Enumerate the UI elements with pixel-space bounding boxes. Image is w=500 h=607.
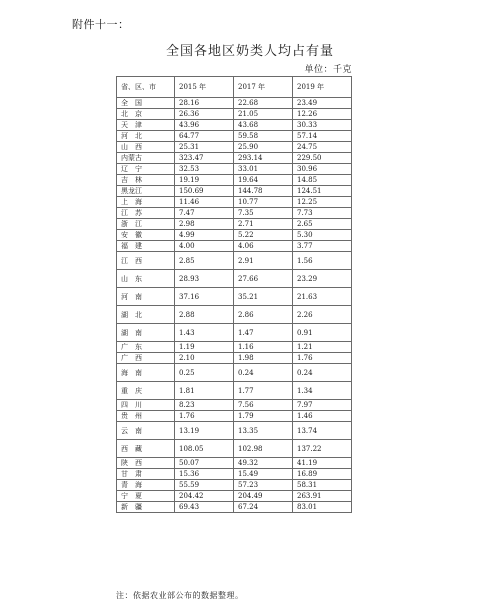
cell-2017: 1.77 bbox=[234, 382, 293, 400]
cell-2015: 323.47 bbox=[175, 153, 234, 164]
table-row bbox=[117, 491, 352, 502]
cell-2019: 3.77 bbox=[293, 241, 352, 252]
table-row bbox=[117, 353, 352, 364]
cell-region: 江 苏 bbox=[117, 208, 175, 219]
cell-region: 青 海 bbox=[117, 480, 175, 491]
cell-2019: 30.96 bbox=[293, 164, 352, 175]
cell-2019: 1.76 bbox=[293, 353, 352, 364]
cell-2019: 14.85 bbox=[293, 175, 352, 186]
cell-2019: 229.50 bbox=[293, 153, 352, 164]
column-header-2019: 2019 年 bbox=[293, 77, 352, 98]
cell-2019: 23.49 bbox=[293, 98, 352, 109]
cell-2017: 144.78 bbox=[234, 186, 293, 197]
cell-2015: 2.85 bbox=[175, 252, 234, 270]
cell-2015: 32.53 bbox=[175, 164, 234, 175]
cell-region: 宁 夏 bbox=[117, 491, 175, 502]
cell-region: 河 南 bbox=[117, 288, 175, 306]
cell-2019: 137.22 bbox=[293, 440, 352, 458]
cell-2019: 41.19 bbox=[293, 458, 352, 469]
cell-region: 新 疆 bbox=[117, 502, 175, 513]
unit-label: 单位：千克 bbox=[304, 65, 352, 75]
cell-2015: 55.59 bbox=[175, 480, 234, 491]
cell-2017: 19.64 bbox=[234, 175, 293, 186]
column-header-region: 省、区、市 bbox=[117, 77, 175, 98]
cell-2019: 0.24 bbox=[293, 364, 352, 382]
cell-2015: 1.43 bbox=[175, 324, 234, 342]
table-row bbox=[117, 458, 352, 469]
table-row bbox=[117, 131, 352, 142]
cell-2015: 15.36 bbox=[175, 469, 234, 480]
cell-2017: 15.49 bbox=[234, 469, 293, 480]
column-header-2015: 2015 年 bbox=[175, 77, 234, 98]
table-row bbox=[117, 342, 352, 353]
cell-2019: 2.26 bbox=[293, 306, 352, 324]
cell-region: 安 徽 bbox=[117, 230, 175, 241]
cell-2015: 37.16 bbox=[175, 288, 234, 306]
cell-2019: 13.74 bbox=[293, 422, 352, 440]
table-row bbox=[117, 382, 352, 400]
cell-2015: 28.93 bbox=[175, 270, 234, 288]
cell-2017: 293.14 bbox=[234, 153, 293, 164]
column-header-2017: 2017 年 bbox=[234, 77, 293, 98]
table-row bbox=[117, 364, 352, 382]
cell-2015: 4.99 bbox=[175, 230, 234, 241]
cell-2015: 28.16 bbox=[175, 98, 234, 109]
cell-2017: 22.68 bbox=[234, 98, 293, 109]
cell-2015: 1.76 bbox=[175, 411, 234, 422]
cell-2019: 16.89 bbox=[293, 469, 352, 480]
cell-2019: 57.14 bbox=[293, 131, 352, 142]
table-row bbox=[117, 411, 352, 422]
cell-2015: 4.00 bbox=[175, 241, 234, 252]
cell-2017: 2.91 bbox=[234, 252, 293, 270]
cell-region: 湖 南 bbox=[117, 324, 175, 342]
table-row bbox=[117, 153, 352, 164]
cell-region: 海 南 bbox=[117, 364, 175, 382]
cell-region: 黑龙江 bbox=[117, 186, 175, 197]
cell-2017: 1.16 bbox=[234, 342, 293, 353]
data-table bbox=[116, 76, 352, 513]
cell-2017: 43.68 bbox=[234, 120, 293, 131]
cell-2015: 150.69 bbox=[175, 186, 234, 197]
table-row bbox=[117, 98, 352, 109]
cell-region: 北 京 bbox=[117, 109, 175, 120]
cell-2019: 12.25 bbox=[293, 197, 352, 208]
cell-region: 四 川 bbox=[117, 400, 175, 411]
table-row bbox=[117, 502, 352, 513]
cell-2019: 30.33 bbox=[293, 120, 352, 131]
cell-2019: 1.34 bbox=[293, 382, 352, 400]
cell-2019: 7.73 bbox=[293, 208, 352, 219]
cell-2019: 1.21 bbox=[293, 342, 352, 353]
cell-2015: 7.47 bbox=[175, 208, 234, 219]
table-header-row bbox=[117, 77, 352, 98]
table-row bbox=[117, 208, 352, 219]
table-row bbox=[117, 241, 352, 252]
cell-2019: 83.01 bbox=[293, 502, 352, 513]
cell-2015: 19.19 bbox=[175, 175, 234, 186]
cell-region: 湖 北 bbox=[117, 306, 175, 324]
table-row bbox=[117, 469, 352, 480]
cell-2017: 102.98 bbox=[234, 440, 293, 458]
cell-2017: 2.86 bbox=[234, 306, 293, 324]
cell-2019: 2.65 bbox=[293, 219, 352, 230]
table-row bbox=[117, 252, 352, 270]
page-title: 全国各地区奶类人均占有量 bbox=[165, 44, 334, 59]
footnote: 注：依据农业部公布的数据整理。 bbox=[116, 591, 244, 600]
cell-2019: 1.56 bbox=[293, 252, 352, 270]
table-row bbox=[117, 175, 352, 186]
cell-region: 江 西 bbox=[117, 252, 175, 270]
cell-2019: 124.51 bbox=[293, 186, 352, 197]
cell-region: 贵 州 bbox=[117, 411, 175, 422]
cell-region: 陕 西 bbox=[117, 458, 175, 469]
cell-2019: 263.91 bbox=[293, 491, 352, 502]
table-row bbox=[117, 324, 352, 342]
cell-2015: 43.96 bbox=[175, 120, 234, 131]
cell-2015: 64.77 bbox=[175, 131, 234, 142]
cell-2015: 13.19 bbox=[175, 422, 234, 440]
cell-region: 河 北 bbox=[117, 131, 175, 142]
attachment-label: 附件十一： bbox=[72, 18, 130, 31]
cell-2015: 2.98 bbox=[175, 219, 234, 230]
table-row bbox=[117, 142, 352, 153]
cell-2017: 10.77 bbox=[234, 197, 293, 208]
cell-2019: 5.30 bbox=[293, 230, 352, 241]
cell-region: 西 藏 bbox=[117, 440, 175, 458]
cell-2017: 7.35 bbox=[234, 208, 293, 219]
table-row bbox=[117, 270, 352, 288]
cell-2017: 1.79 bbox=[234, 411, 293, 422]
cell-2019: 1.46 bbox=[293, 411, 352, 422]
table-row bbox=[117, 306, 352, 324]
cell-2015: 69.43 bbox=[175, 502, 234, 513]
table-row bbox=[117, 422, 352, 440]
table-row bbox=[117, 164, 352, 175]
cell-2017: 27.66 bbox=[234, 270, 293, 288]
cell-2015: 2.10 bbox=[175, 353, 234, 364]
cell-region: 广 西 bbox=[117, 353, 175, 364]
cell-region: 重 庆 bbox=[117, 382, 175, 400]
table-row bbox=[117, 219, 352, 230]
cell-2017: 25.90 bbox=[234, 142, 293, 153]
cell-region: 天 津 bbox=[117, 120, 175, 131]
table-row bbox=[117, 480, 352, 491]
cell-2015: 108.05 bbox=[175, 440, 234, 458]
cell-2015: 0.25 bbox=[175, 364, 234, 382]
cell-2017: 49.32 bbox=[234, 458, 293, 469]
table-row bbox=[117, 440, 352, 458]
cell-2015: 1.81 bbox=[175, 382, 234, 400]
table-row bbox=[117, 288, 352, 306]
cell-2017: 21.05 bbox=[234, 109, 293, 120]
cell-2015: 11.46 bbox=[175, 197, 234, 208]
cell-region: 浙 江 bbox=[117, 219, 175, 230]
cell-region: 全 国 bbox=[117, 98, 175, 109]
cell-2017: 67.24 bbox=[234, 502, 293, 513]
cell-2019: 23.29 bbox=[293, 270, 352, 288]
cell-region: 内蒙古 bbox=[117, 153, 175, 164]
table-row bbox=[117, 197, 352, 208]
cell-2019: 24.75 bbox=[293, 142, 352, 153]
cell-region: 辽 宁 bbox=[117, 164, 175, 175]
cell-2017: 59.58 bbox=[234, 131, 293, 142]
cell-2015: 1.19 bbox=[175, 342, 234, 353]
cell-2017: 1.98 bbox=[234, 353, 293, 364]
cell-region: 吉 林 bbox=[117, 175, 175, 186]
cell-2017: 57.23 bbox=[234, 480, 293, 491]
cell-2017: 7.56 bbox=[234, 400, 293, 411]
cell-region: 山 东 bbox=[117, 270, 175, 288]
cell-2017: 204.49 bbox=[234, 491, 293, 502]
cell-region: 广 东 bbox=[117, 342, 175, 353]
cell-2019: 21.63 bbox=[293, 288, 352, 306]
cell-2017: 35.21 bbox=[234, 288, 293, 306]
table-row bbox=[117, 120, 352, 131]
cell-region: 上 海 bbox=[117, 197, 175, 208]
table-row bbox=[117, 109, 352, 120]
cell-2019: 0.91 bbox=[293, 324, 352, 342]
cell-2019: 7.97 bbox=[293, 400, 352, 411]
cell-2017: 0.24 bbox=[234, 364, 293, 382]
cell-2017: 33.01 bbox=[234, 164, 293, 175]
cell-2017: 13.35 bbox=[234, 422, 293, 440]
cell-2015: 50.07 bbox=[175, 458, 234, 469]
cell-2019: 12.26 bbox=[293, 109, 352, 120]
cell-2017: 1.47 bbox=[234, 324, 293, 342]
table-row bbox=[117, 186, 352, 197]
table-row bbox=[117, 400, 352, 411]
cell-2015: 2.88 bbox=[175, 306, 234, 324]
cell-region: 山 西 bbox=[117, 142, 175, 153]
cell-2019: 58.31 bbox=[293, 480, 352, 491]
cell-region: 甘 肃 bbox=[117, 469, 175, 480]
cell-2017: 2.71 bbox=[234, 219, 293, 230]
table-row bbox=[117, 230, 352, 241]
cell-region: 福 建 bbox=[117, 241, 175, 252]
cell-2015: 25.31 bbox=[175, 142, 234, 153]
cell-2017: 4.06 bbox=[234, 241, 293, 252]
cell-2015: 26.36 bbox=[175, 109, 234, 120]
cell-2015: 8.23 bbox=[175, 400, 234, 411]
cell-2015: 204.42 bbox=[175, 491, 234, 502]
cell-2017: 5.22 bbox=[234, 230, 293, 241]
cell-region: 云 南 bbox=[117, 422, 175, 440]
